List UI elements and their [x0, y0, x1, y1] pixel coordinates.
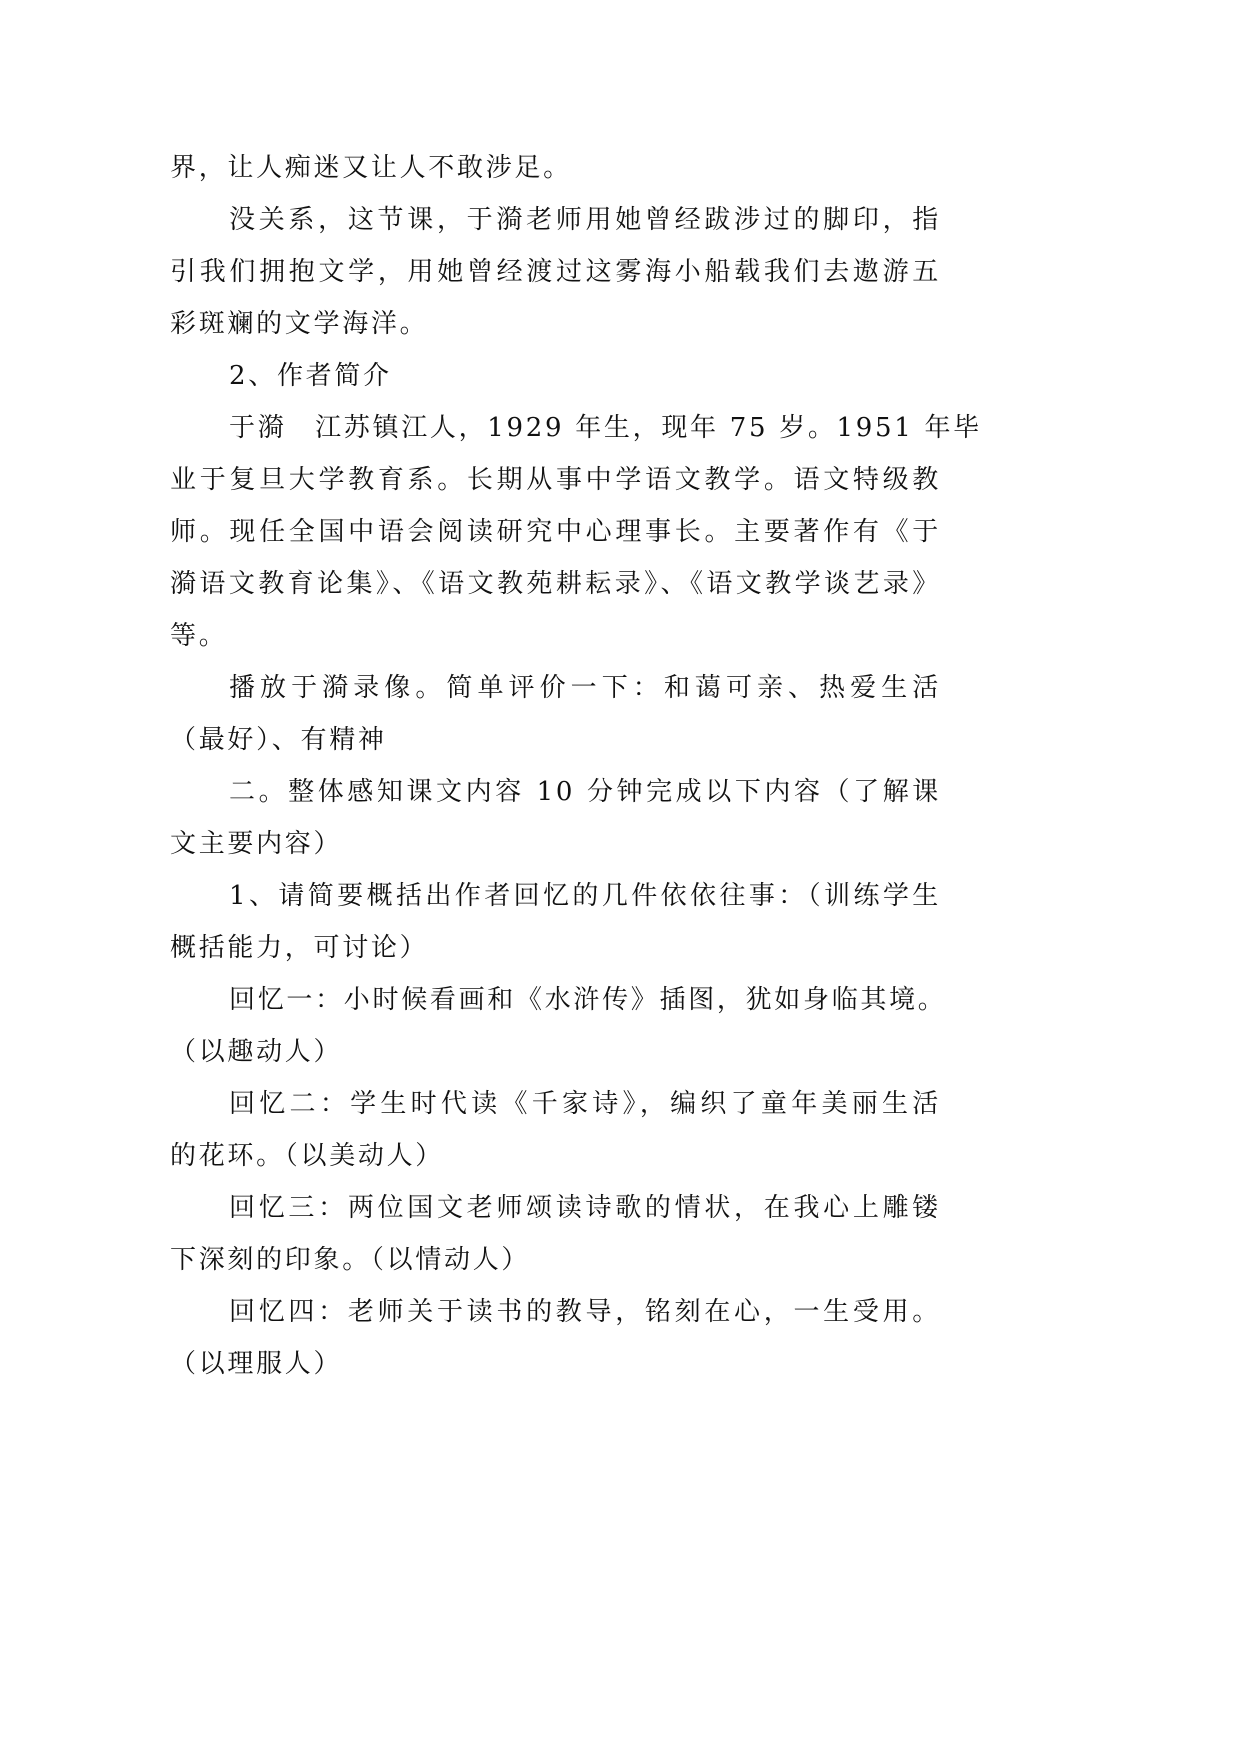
paragraph-intro [170, 194, 941, 350]
paragraph-memory-2 [170, 1078, 941, 1182]
document-body [170, 142, 982, 1390]
text-line: 回忆三：两位国文老师颂读诗歌的情状，在我心上雕镂 [229, 1193, 941, 1223]
text-line: 二。整体感知课文内容 10 分钟完成以下内容（了解课 [229, 777, 941, 807]
text-line: 文主要内容） [170, 829, 343, 859]
paragraph-author-bio [170, 402, 982, 662]
paragraph-memory-4 [170, 1286, 941, 1390]
paragraph-video [170, 662, 941, 766]
section-heading [170, 350, 938, 402]
text-line: 播放于漪录像。简单评价一下：和蔼可亲、热爱生活 [229, 673, 941, 703]
text-line: 漪语文教育论集》、《语文教苑耕耘录》、《语文教学谈艺录》 [170, 569, 941, 599]
text-line: （以理服人） [170, 1349, 343, 1379]
text-line: 等。 [170, 621, 228, 651]
text-line: 回忆二：学生时代读《千家诗》，编织了童年美丽生活 [229, 1089, 941, 1119]
paragraph-continuation [170, 142, 938, 194]
text-line: 师。现任全国中语会阅读研究中心理事长。主要著作有《于 [170, 517, 941, 547]
paragraph-memory-1 [170, 974, 947, 1078]
paragraph-overview [170, 766, 941, 870]
text-line: 的花环。（以美动人） [170, 1141, 445, 1171]
text-line: 回忆四：老师关于读书的教导，铭刻在心，一生受用。 [229, 1297, 941, 1327]
paragraph-task [170, 870, 941, 974]
text-line: （最好）、有精神 [170, 725, 387, 755]
text-line: 于漪 江苏镇江人，1929 年生，现年 75 岁。1951 年毕 [229, 413, 982, 443]
text-line: 界，让人痴迷又让人不敢涉足。 [170, 153, 572, 183]
text-line: 1、请简要概括出作者回忆的几件依依往事：（训练学生 [229, 881, 941, 911]
paragraph-memory-3 [170, 1182, 941, 1286]
text-line: 回忆一：小时候看画和《水浒传》插图，犹如身临其境。 [229, 985, 947, 1015]
text-line: 业于复旦大学教育系。长期从事中学语文教学。语文特级教 [170, 465, 941, 495]
text-line: （以趣动人） [170, 1037, 343, 1067]
text-line: 彩斑斓的文学海洋。 [170, 309, 429, 339]
text-line: 概括能力，可讨论） [170, 933, 429, 963]
text-line: 下深刻的印象。（以情动人） [170, 1245, 531, 1275]
text-line: 没关系，这节课，于漪老师用她曾经跋涉过的脚印，指 [229, 205, 941, 235]
text-line: 引我们拥抱文学，用她曾经渡过这雾海小船载我们去遨游五 [170, 257, 941, 287]
heading-line: 2、作者简介 [229, 361, 392, 391]
